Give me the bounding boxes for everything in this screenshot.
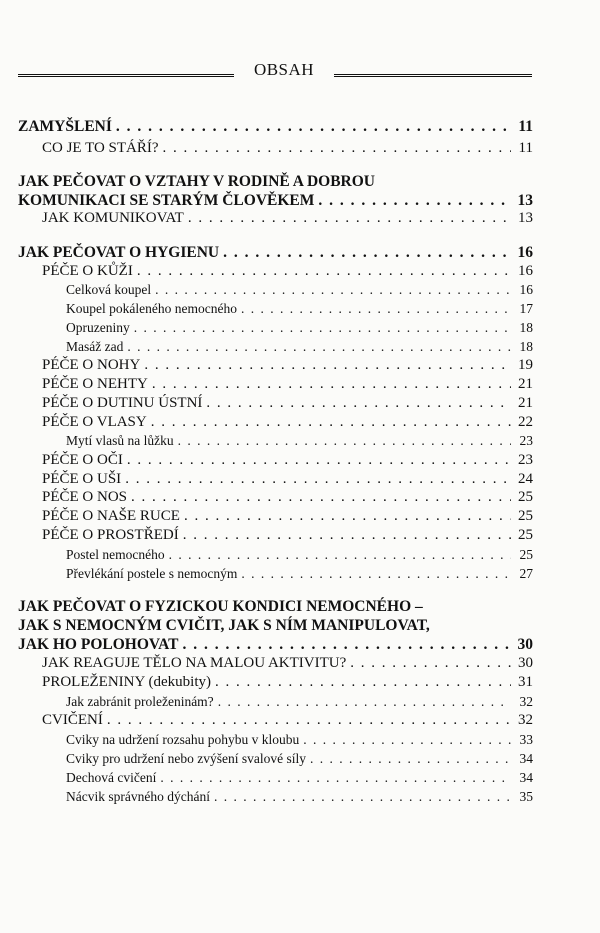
toc-heading-line: JAK PEČOVAT O VZTAHY V RODINĚ A DOBROU [18, 173, 375, 190]
toc-entry-title: PÉČE O UŠI [42, 471, 122, 487]
toc-entry-page: 25 [518, 508, 533, 524]
toc-entry-title: ZAMYŠLENÍ [18, 118, 112, 135]
toc-entry [18, 118, 533, 136]
toc-entry-page: 22 [518, 414, 533, 430]
toc-entry-page: 32 [518, 712, 533, 728]
dot-leader [169, 547, 511, 563]
toc-entry-title: Cviky na udržení rozsahu pohybu v kloubu [66, 732, 300, 747]
toc-entry-page: 25 [518, 489, 533, 505]
toc-entry [66, 547, 533, 563]
toc-entry-page: 32 [519, 694, 533, 709]
toc-entry [66, 751, 533, 767]
toc-entry-title: Jak zabránit proleženinám? [66, 694, 214, 709]
dot-leader [350, 655, 511, 672]
toc-entry-title: CO JE TO STÁŘÍ? [42, 140, 159, 156]
dot-leader [116, 118, 511, 136]
dot-leader [310, 751, 511, 767]
toc-entry-page: 21 [518, 395, 533, 411]
toc-entry [66, 770, 533, 786]
dot-leader [134, 320, 511, 336]
toc-entry [42, 395, 533, 412]
toc-entry [42, 414, 533, 431]
toc-entry-title: Cviky pro udržení nebo zvýšení svalové síly [66, 751, 306, 766]
toc-entry [42, 452, 533, 469]
toc-entry-page: 11 [518, 140, 533, 156]
toc-entry-page: 23 [518, 452, 533, 468]
toc-entry-page: 35 [519, 789, 533, 804]
dot-leader [151, 414, 511, 431]
toc-entry [18, 192, 533, 210]
toc-entry [42, 712, 533, 729]
toc-entry-page: 19 [518, 357, 533, 373]
toc-entry-page: 27 [519, 566, 533, 581]
toc-entry-title: CVIČENÍ [42, 712, 103, 728]
toc-entry [42, 376, 533, 393]
toc-entry-page: 16 [518, 263, 533, 279]
toc-entry-title: Převlékání postele s nemocným [66, 566, 238, 581]
toc-heading-line: JAK S NEMOCNÝM CVIČIT, JAK S NÍM MANIPULOVAT, [18, 617, 430, 634]
toc-entry-title: JAK REAGUJE TĚLO NA MALOU AKTIVITU? [42, 655, 347, 671]
toc-entry-title: Koupel pokáleného nemocného [66, 301, 237, 316]
toc-entry-page: 18 [519, 320, 533, 335]
toc-entry-page: 17 [519, 301, 533, 316]
dot-leader [218, 694, 511, 710]
dot-leader [155, 282, 511, 298]
toc-entry-page: 31 [518, 674, 533, 690]
toc-entry-page: 16 [517, 244, 533, 261]
dot-leader [206, 395, 511, 412]
toc-entry-title: PÉČE O KŮŽI [42, 263, 133, 279]
toc-entry [42, 527, 533, 544]
dot-leader [160, 770, 511, 786]
toc-entry-title: PROLEŽENINY (dekubity) [42, 674, 211, 690]
toc-entry-title: JAK KOMUNIKOVAT [42, 210, 184, 226]
toc-entry-title: Mytí vlasů na lůžku [66, 433, 174, 448]
toc-entry-page: 30 [517, 636, 533, 653]
dot-leader [241, 301, 511, 317]
toc-entry-page: 13 [517, 192, 533, 209]
toc-entry-page: 11 [518, 118, 533, 135]
toc-entry-title: PÉČE O OČI [42, 452, 123, 468]
toc-entry-page: 24 [518, 471, 533, 487]
dot-leader [152, 376, 511, 393]
toc-entry-title: PÉČE O VLASY [42, 414, 147, 430]
toc-entry [42, 655, 533, 672]
dot-leader [127, 339, 511, 355]
toc-entry [18, 636, 533, 654]
toc-entry-page: 34 [519, 770, 533, 785]
dot-leader [163, 140, 511, 157]
dot-leader [318, 192, 511, 210]
toc-entry-title: Dechová cvičení [66, 770, 157, 785]
toc-entry-title: KOMUNIKACI SE STARÝM ČLOVĚKEM [18, 192, 315, 209]
toc-entry-title: Celková koupel [66, 282, 152, 297]
toc-entry [66, 282, 533, 298]
toc-entry [42, 140, 533, 157]
dot-leader [131, 489, 511, 506]
dot-leader [127, 452, 511, 469]
toc-entry-page: 16 [519, 282, 533, 297]
toc-entry [42, 471, 533, 488]
dot-leader [182, 636, 511, 654]
toc-heading-line: JAK PEČOVAT O FYZICKOU KONDICI NEMOCNÉHO – [18, 598, 423, 615]
toc-entry [66, 433, 533, 449]
toc-entry-title: PÉČE O PROSTŘEDÍ [42, 527, 179, 543]
toc-entry [66, 694, 533, 710]
toc-entry-title: JAK HO POLOHOVAT [18, 636, 179, 653]
toc-entry [66, 566, 533, 582]
toc-entry [42, 508, 533, 525]
toc-entry [42, 489, 533, 506]
toc-entry [66, 732, 533, 748]
toc-entry-page: 21 [518, 376, 533, 392]
toc-entry [66, 320, 533, 336]
toc-entry [66, 789, 533, 805]
toc-entry [42, 357, 533, 374]
dot-leader [183, 527, 511, 544]
dot-leader [214, 789, 511, 805]
toc-entry [18, 244, 533, 262]
toc-entry-title: Postel nemocného [66, 547, 165, 562]
toc-entry-title: PÉČE O DUTINU ÚSTNÍ [42, 395, 203, 411]
toc-entry [42, 674, 533, 691]
toc-entry-title: PÉČE O NEHTY [42, 376, 148, 392]
dot-leader [125, 471, 511, 488]
dot-leader [303, 732, 511, 748]
toc-entry [42, 263, 533, 280]
page-title: OBSAH [253, 60, 315, 79]
toc-entry-page: 25 [518, 527, 533, 543]
toc-entry-page: 30 [518, 655, 533, 671]
toc-entry-page: 33 [519, 732, 533, 747]
toc-entry-title: PÉČE O NOS [42, 489, 128, 505]
toc-entry-title: JAK PEČOVAT O HYGIENU [18, 244, 220, 261]
dot-leader [188, 210, 511, 227]
dot-leader [184, 508, 511, 525]
toc-entry-page: 34 [519, 751, 533, 766]
dot-leader [215, 674, 511, 691]
toc-entry-title: Nácvik správného dýchání [66, 789, 210, 804]
dot-leader [223, 244, 511, 262]
toc-entry-page: 13 [518, 210, 533, 226]
toc-entry [66, 301, 533, 317]
dot-leader [137, 263, 511, 280]
toc-entry-title: Opruzeniny [66, 320, 130, 335]
toc-entry-title: PÉČE O NAŠE RUCE [42, 508, 180, 524]
toc-entry-page: 25 [519, 547, 533, 562]
toc-entry-title: PÉČE O NOHY [42, 357, 141, 373]
dot-leader [241, 566, 511, 582]
dot-leader [144, 357, 511, 374]
toc-entry [42, 210, 533, 227]
toc-entry-page: 23 [519, 433, 533, 448]
toc-entry-page: 18 [519, 339, 533, 354]
dot-leader [107, 712, 511, 729]
dot-leader [178, 433, 511, 449]
toc-entry [66, 339, 533, 355]
toc-entry-title: Masáž zad [66, 339, 124, 354]
